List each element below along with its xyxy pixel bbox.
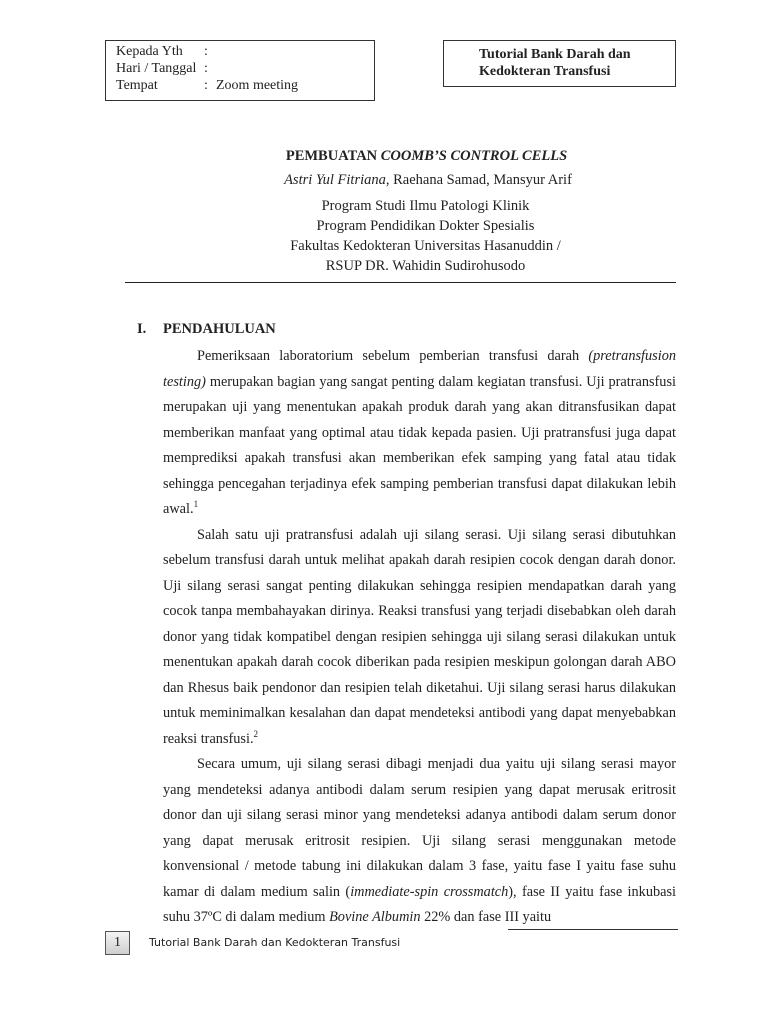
meta-label: Kepada Yth [116, 44, 183, 59]
section-heading [137, 321, 276, 338]
header-divider [125, 282, 676, 283]
text-run: Secara umum, uji silang serasi dibagi menjadi dua yaitu uji silang serasi mayor yang mendeteksi adanya antibodi dalam serum resipien yang dapat merusak eritrosit donor dan uji silang serasi minor yang mendeteksi adanya antibodi dalam serum donor yang dapat merusak eritrosit resipien. Uji silang serasi menggunakan metode konvensional / metode tabung ini dilakukan dalam 3 fase, yaitu fase I yaitu fase suhu kamar di dalam medium salin ( [163, 756, 676, 900]
meta-row-place [116, 77, 364, 94]
meta-row-recipient [116, 43, 364, 60]
text-run: 22% dan fase III yaitu [420, 909, 552, 925]
document-header [125, 146, 676, 276]
author-rest: , Raehana Samad, Mansyur Arif [385, 172, 572, 188]
document-title [125, 146, 676, 166]
text-run-italic: immediate-spin crossmatch [350, 883, 509, 900]
text-run: Salah satu uji pratransfusi adalah uji silang serasi. Uji silang serasi dibutuhkan sebelum transfusi darah untuk melihat apakah darah resipien cocok dengan darah donor. Uji silang serasi sangat penting dilakukan sehingga resipien mendapatkan darah yang cocok tanpa membahayakan dirinya. Reaksi transfusi yang terjadi disebabkan oleh darah donor yang tidak kompatibel dengan resipien sehingga uji silang serasi dilakukan untuk menentukan apakah darah cocok diberikan pada resipien meskipun golongan darah ABO dan Rhesus baik pendonor dan resipien telah diketahui. Uji silang serasi harus dilakukan untuk meminimalkan kesalahan dan dapat mendeteksi antibodi yang dapat menyebabkan reaksi transfusi. [163, 526, 676, 747]
meta-label: Hari / Tanggal [116, 61, 197, 76]
meta-colon: : [204, 78, 208, 93]
paragraph [163, 752, 676, 931]
text-run-italic: (pretransfusion testing) [163, 348, 676, 390]
course-title-line: Kedokteran Transfusi [479, 64, 611, 79]
meta-row-date [116, 60, 364, 77]
text-run: ), fase II yaitu fase inkubasi suhu 37ºC di dalam medium [163, 883, 677, 925]
title-plain: PEMBUATAN [285, 148, 381, 164]
course-title-box [443, 40, 676, 87]
footnote-separator [508, 929, 678, 930]
affiliation-line: Program Pendidikan Dokter Spesialis [316, 218, 535, 234]
title-italic: COOMB’S CONTROL CELLS [380, 148, 568, 164]
course-title-line: Tutorial Bank Darah dan [479, 47, 631, 62]
paragraph [163, 344, 676, 523]
author-list [125, 170, 676, 190]
meta-colon: : [204, 61, 208, 76]
citation-ref: 1 [193, 499, 199, 510]
paragraph [163, 523, 676, 753]
section-title: PENDAHULUAN [163, 321, 276, 337]
affiliation-line: RSUP DR. Wahidin Sudirohusodo [325, 258, 526, 274]
footer-text: Tutorial Bank Darah dan Kedokteran Transfusi [149, 936, 401, 949]
citation-ref: 2 [253, 728, 259, 739]
meta-value: Zoom meeting [216, 78, 299, 93]
affiliation-line: Fakultas Kedokteran Universitas Hasanuddin / [290, 238, 561, 254]
page-number: 1 [105, 931, 130, 955]
text-run: Pemeriksaan laboratorium sebelum pemberian transfusi darah [197, 348, 589, 364]
body-text [163, 344, 676, 931]
meta-colon: : [204, 44, 208, 59]
section-number: I. [137, 321, 147, 337]
author-first: Astri Yul Fitriana [284, 172, 386, 188]
affiliation-line: Program Studi Ilmu Patologi Klinik [321, 198, 530, 214]
meta-info-box [105, 40, 375, 101]
meta-label: Tempat [116, 78, 158, 93]
text-run: merupakan bagian yang sangat penting dalam kegiatan transfusi. Uji pratransfusi merupakan uji yang menentukan apakah produk darah yang akan ditransfusikan dapat memberikan manfaat yang optimal atau tidak kepada pasien. Uji pratransfusi juga dapat memprediksi apakah transfusi akan memberikan efek samping yang fatal atau tidak sehingga pencegahan terjadinya efek samping pemberian transfusi dapat dilakukan lebih awal. [163, 373, 676, 517]
text-run-italic: Bovine Albumin [329, 909, 421, 925]
